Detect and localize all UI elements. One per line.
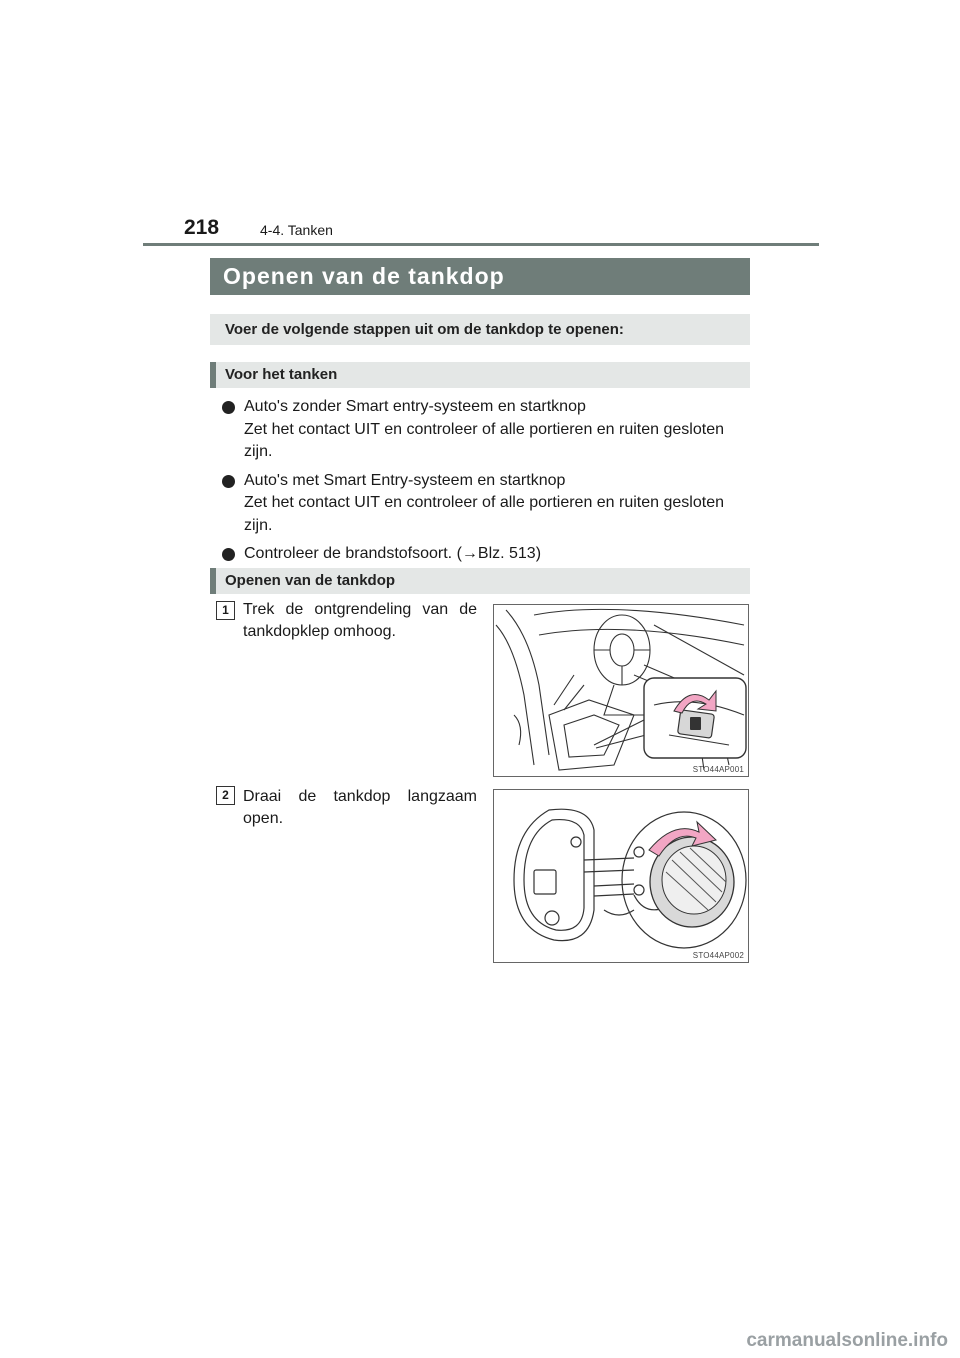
page-title: Openen van de tankdop [210, 258, 750, 295]
fuel-cap-illustration [494, 790, 748, 962]
list-item [222, 470, 750, 538]
step-text-2: Draai de tankdop langzaam open. [243, 788, 477, 827]
watermark: carmanualsonline.info [746, 1330, 948, 1351]
figure-code: STO44AP001 [692, 765, 744, 774]
car-interior-illustration [494, 605, 748, 776]
list-item-text: Zet het contact UIT en controleer of alle portieren en ruiten gesloten zijn. [244, 420, 724, 460]
step-number-2: 2 [216, 786, 235, 805]
list-item [222, 543, 750, 566]
section-breadcrumb: 4-4. Tanken [260, 222, 333, 238]
header-divider [143, 243, 819, 246]
list-item-title: Auto's met Smart Entry-systeem en startknop [244, 471, 566, 489]
figure-fuel-cap [493, 789, 749, 963]
page-number: 218 [184, 216, 220, 239]
subheading-opening: Openen van de tankdop [210, 568, 750, 594]
figure-fuel-door-release [493, 604, 749, 777]
filled-circle-icon [222, 475, 235, 488]
list-item-title: Auto's zonder Smart entry-systeem en startknop [244, 398, 586, 415]
fuel-pump-icon [690, 717, 701, 730]
step-text-1: Trek de ontgrendeling van de tankdopklep omhoog. [243, 601, 477, 640]
list-item [222, 396, 750, 464]
bullet-list [222, 396, 750, 572]
intro-box: Voer de volgende stappen uit om de tankdop te openen: [210, 314, 750, 345]
figure-code: STO44AP002 [692, 951, 744, 960]
list-item-title: Controleer de brandstofsoort. (→Blz. 513) [244, 545, 542, 562]
subheading-before-fueling: Voor het tanken [210, 362, 750, 388]
list-item-text: Zet het contact UIT en controleer of alle portieren en ruiten gesloten zijn. [244, 494, 724, 534]
filled-circle-icon [222, 401, 235, 414]
step-number-1: 1 [216, 601, 235, 620]
filled-circle-icon [222, 548, 235, 561]
